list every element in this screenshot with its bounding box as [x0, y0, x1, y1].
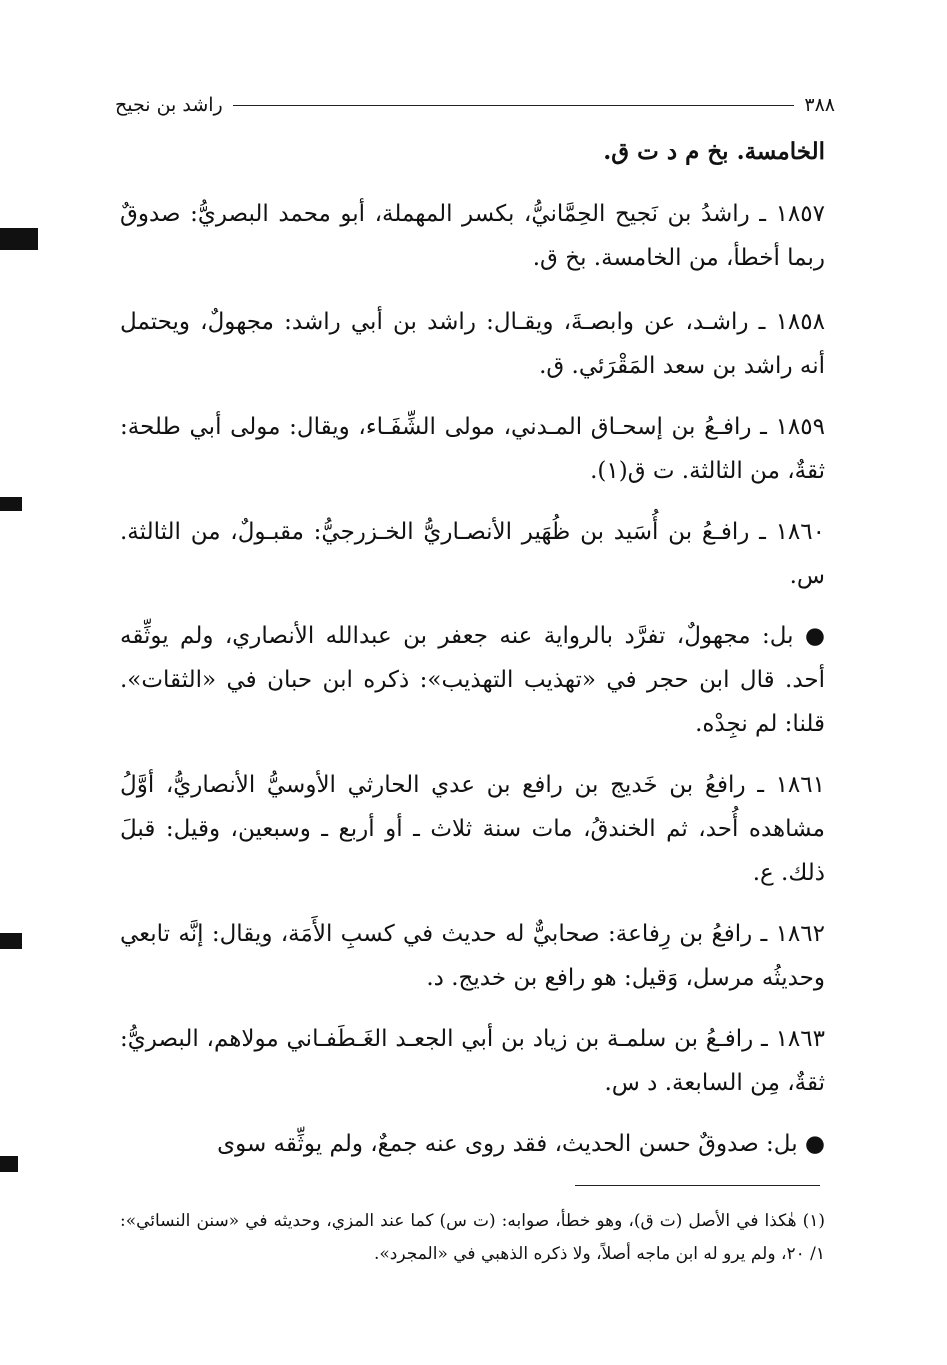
- scan-margin-mark: [0, 228, 38, 250]
- editor-comment-1860: ● بل: مجهولٌ، تفرَّد بالرواية عنه جعفر بن عبدالله الأنصاري، ولم يوثِّقه أحد. قال ابن حجر في «تهذيب التهذيب»: ذكره ابن حبان في «الثقات». قلنا: لم نجِدْه.: [120, 623, 825, 737]
- scan-margin-mark: [0, 1156, 18, 1172]
- footnote: (١) هٰكذا في الأصل (ت ق)، وهو خطأ، صوابه: (ت س) كما عند المزي، وحديثه في «سنن النسائي»: ١/ ٢٠، ولم يرو له ابن ماجه أصلاً، ولا ذكره الذهبي في «المجرد».: [120, 1211, 825, 1264]
- scan-margin-mark: [0, 497, 22, 511]
- opening-line: الخامسة. بخ م د ت ق.: [603, 138, 825, 165]
- entry-1861: ١٨٦١ ـ رافعُ بن خَديج بن رافع بن عدي الحارثي الأوسيُّ الأنصاريُّ، أوَّلُ مشاهده أُحد، ثم الخندقُ، مات سنة ثلاث ـ أو أربع ـ وسبعين، وقيل: قبلَ ذلك. ع.: [120, 772, 825, 886]
- page-number: ٣٨٨: [804, 94, 835, 116]
- header-rule: [233, 105, 795, 106]
- entry-1858: ١٨٥٨ ـ راشـد، عن وابصـةَ، ويقـال: راشد بن أبي راشد: مجهولٌ، ويحتمل أنه راشد بن سعد المَقْرَئي. ق.: [120, 309, 825, 379]
- editor-comment-1863: ● بل: صدوقٌ حسن الحديث، فقد روى عنه جمعٌ، ولم يوثِّقه سوى: [217, 1131, 825, 1157]
- running-title: راشد بن نجيح: [115, 94, 223, 116]
- scan-margin-mark: [0, 933, 22, 949]
- footnote-rule: [575, 1185, 820, 1186]
- running-header: [115, 90, 835, 120]
- entry-1862: ١٨٦٢ ـ رافعُ بن رِفاعة: صحابيٌّ له حديث في كسبِ الأَمَة، ويقال: إنَّه تابعي وحديثُه مرسل، وَقيل: هو رافع بن خديج. د.: [120, 921, 825, 991]
- entry-1857: ١٨٥٧ ـ راشدُ بن نَجيح الحِمَّانيُّ، بكسر المهملة، أبو محمد البصريُّ: صدوقٌ ربما أخطأ، من الخامسة. بخ ق.: [120, 201, 825, 271]
- entry-1860: ١٨٦٠ ـ رافـعُ بن أُسَيد بن ظُهَير الأنصـاريُّ الخـزرجيُّ: مقبـولٌ، من الثالثة. س.: [120, 519, 825, 589]
- entry-1863: ١٨٦٣ ـ رافـعُ بن سلمـة بن زياد بن أبي الجعـد الغَـطَفـاني مولاهم، البصريُّ: ثقةٌ، مِن السابعة. د س.: [120, 1026, 825, 1096]
- entry-1859: ١٨٥٩ ـ رافـعُ بن إسحـاق المـدني، مولى الشِّفَـاء، ويقال: مولى أبي طلحة: ثقةٌ، من الثالثة. ت ق(١).: [120, 414, 825, 484]
